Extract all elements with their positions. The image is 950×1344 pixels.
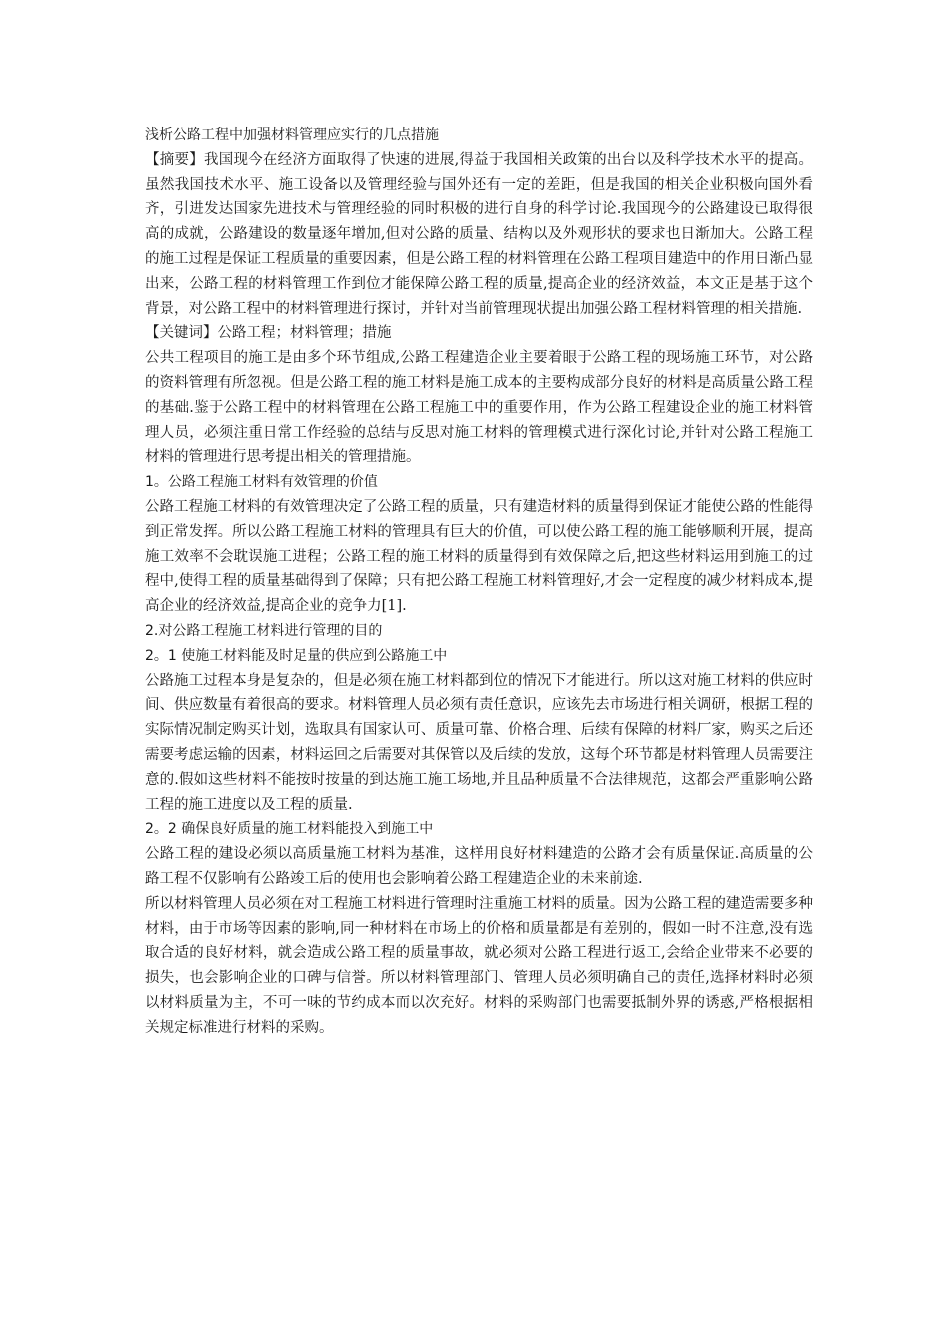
subsection-heading-2-2: 2。2 确保良好质量的施工材料能投入到施工中	[145, 821, 434, 838]
document-title: 浅析公路工程中加强材料管理应实行的几点措施	[145, 127, 439, 143]
subsection-heading-2-1: 2。1 使施工材料能及时足量的供应到公路施工中	[145, 647, 448, 664]
section-heading-2: 2.对公路工程施工材料进行管理的目的	[145, 622, 383, 639]
keywords-line: 【关键词】公路工程；材料管理；措施	[145, 325, 392, 342]
section-heading-1: 1。公路工程施工材料有效管理的价值	[145, 474, 378, 491]
document-body	[145, 123, 813, 1040]
abstract-paragraph: 【摘要】我国现今在经济方面取得了快速的进展,得益于我国相关政策的出台以及科学技术水平的提高。虽然我国技术水平、施工设备以及管理经验与国外还有一定的差距，但是我国的相关企业积极向国外看齐，引进发达国家先进技术与管理经验的同时积极的进行自身的科学讨论.我国现今的公路建设已取得很高的成就，公路建设的数量逐年增加,但对公路的质量、结构以及外观形状的要求也日渐加大。公路工程的施工过程是保证工程质量的重要因素，但是公路工程的材料管理在公路工程项目建造中的作用日渐凸显出来，公路工程的材料管理工作到位才能保障公路工程的质量,提高企业的经济效益，本文正是基于这个背景，对公路工程中的材料管理进行探讨，并针对当前管理现状提出加强公路工程材料管理的相关措施.	[145, 151, 813, 317]
section-1-paragraph: 公路工程施工材料的有效管理决定了公路工程的质量，只有建造材料的质量得到保证才能使公路的性能得到正常发挥。所以公路工程施工材料的管理具有巨大的价值，可以使公路工程的施工能够顺利开展，提高施工效率不会耽误施工进程；公路工程的施工材料的质量得到有效保障之后,把这些材料运用到施工的过程中,使得工程的质量基础得到了保障；只有把公路工程施工材料管理好,才会一定程度的减少材料成本,提高企业的经济效益,提高企业的竞争力[1].	[145, 498, 813, 615]
intro-paragraph: 公共工程项目的施工是由多个环节组成,公路工程建造企业主要着眼于公路工程的现场施工环节，对公路的资料管理有所忽视。但是公路工程的施工材料是施工成本的主要构成部分良好的材料是高质量公路工程的基础.鉴于公路工程中的材料管理在公路工程施工中的重要作用，作为公路工程建设企业的施工材料管理人员，必须注重日常工作经验的总结与反思对施工材料的管理模式进行深化讨论,并针对公路工程施工材料的管理进行思考提出相关的管理措施。	[145, 350, 813, 466]
subsection-2-2-paragraph: 公路工程的建设必须以高质量施工材料为基准，这样用良好材料建造的公路才会有质量保证.高质量的公路工程不仅影响有公路竣工后的使用也会影响着公路工程建造企业的未来前途.	[145, 846, 813, 887]
subsection-2-2-paragraph-continued: 所以材料管理人员必须在对工程施工材料进行管理时注重施工材料的质量。因为公路工程的建造需要多种材料，由于市场等因素的影响,同一种材料在市场上的价格和质量都是有差别的，假如一时不注意,没有选取合适的良好材料，就会造成公路工程的质量事故，就必须对公路工程进行返工,会给企业带来不必要的损失，也会影响企业的口碑与信誉。所以材料管理部门、管理人员必须明确自己的责任,选择材料时必须以材料质量为主，不可一味的节约成本而以次充好。材料的采购部门也需要抵制外界的诱惑,严格根据相关规定标准进行材料的采购。	[145, 895, 813, 1036]
subsection-2-1-paragraph: 公路施工过程本身是复杂的，但是必须在施工材料都到位的情况下才能进行。所以这对施工材料的供应时间、供应数量有着很高的要求。材料管理人员必须有责任意识，应该先去市场进行相关调研，根据工程的实际情况制定购买计划，选取具有国家认可、质量可靠、价格合理、后续有保障的材料厂家，购买之后还需要考虑运输的因素，材料运回之后需要对其保管以及后续的发放，这每个环节都是材料管理人员需要注意的.假如这些材料不能按时按量的到达施工施工场地,并且品种质量不合法律规范，这都会严重影响公路工程的施工进度以及工程的质量.	[145, 672, 813, 813]
